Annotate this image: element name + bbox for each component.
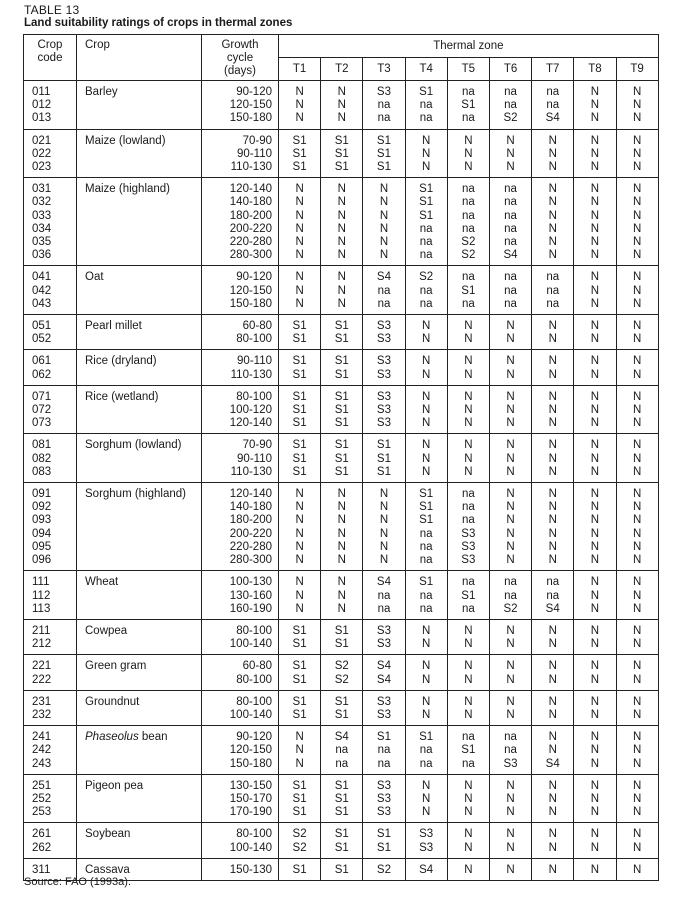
crop-name-cell (77, 483, 202, 571)
rating-cell-t9: N N N N N N (616, 178, 658, 266)
crop-name: Cassava (85, 863, 130, 876)
crop-code-cell: 071 072 073 (24, 385, 77, 434)
rating-cell-t7: N N (532, 315, 574, 350)
crop-name: Green gram (85, 660, 147, 673)
rating-cell-t4: N N N (405, 434, 447, 483)
crop-name: Oat (85, 271, 104, 284)
rating-cell-t2: N N N (321, 81, 363, 130)
rating-cell-t2: S1 S1 S1 (321, 774, 363, 823)
rating-cell-t1: N N N N N N (279, 178, 321, 266)
table-row (24, 129, 659, 178)
rating-cell-t1: S1 S1 (279, 655, 321, 690)
table-row (24, 350, 659, 385)
rating-cell-t8: N N (574, 315, 616, 350)
crop-code-cell: 031 032 033 034 035 036 (24, 178, 77, 266)
rating-cell-t8: N N N (574, 726, 616, 775)
rating-cell-t4: S2 na na (405, 266, 447, 315)
rating-cell-t3: S3 S3 S3 (363, 385, 405, 434)
rating-cell-t2: S1 S1 (321, 823, 363, 858)
header-zone-t1: T1 (279, 58, 321, 81)
table-body (24, 81, 659, 881)
rating-cell-t6: N N N (489, 385, 531, 434)
rating-cell-t4: S1 S1 S1 na na na (405, 483, 447, 571)
growth-cycle-cell: 120-140 140-180 180-200 200-220 220-280 280-300 (202, 178, 279, 266)
table-row (24, 178, 659, 266)
rating-cell-t2: N N N (321, 571, 363, 620)
rating-cell-t2: N N N (321, 266, 363, 315)
rating-cell-t3: S1 S1 (363, 823, 405, 858)
rating-cell-t7: N N N (532, 774, 574, 823)
rating-cell-t3: N N N N N N (363, 483, 405, 571)
rating-cell-t1: S1 (279, 858, 321, 880)
crop-name: Wheat (85, 576, 119, 589)
rating-cell-t3: S2 (363, 858, 405, 880)
table-row (24, 690, 659, 725)
table-row (24, 434, 659, 483)
table-title: Land suitability ratings of crops in thermal zones (24, 17, 293, 29)
crop-name-cell (77, 434, 202, 483)
rating-cell-t4: N N (405, 655, 447, 690)
table-row (24, 619, 659, 654)
growth-cycle-cell: 90-120 120-150 150-180 (202, 81, 279, 130)
header-zone-t8: T8 (574, 58, 616, 81)
crop-name-cell (77, 178, 202, 266)
growth-cycle-cell: 150-130 (202, 858, 279, 880)
rating-cell-t9: N N (616, 619, 658, 654)
crop-name: Sorghum (lowland) (85, 439, 182, 452)
rating-cell-t3: S3 S3 (363, 315, 405, 350)
rating-cell-t9: N (616, 858, 658, 880)
rating-cell-t2: S1 S1 S1 (321, 434, 363, 483)
header-growth-cycle: Growth cycle (days) (202, 35, 279, 81)
rating-cell-t4: S4 (405, 858, 447, 880)
crop-code-cell: 061 062 (24, 350, 77, 385)
rating-cell-t6: N N (489, 690, 531, 725)
rating-cell-t5: N N N (447, 434, 489, 483)
header-zone-t3: T3 (363, 58, 405, 81)
crop-code-cell: 231 232 (24, 690, 77, 725)
table-row (24, 266, 659, 315)
crop-name: Cowpea (85, 624, 128, 637)
rating-cell-t4: S1 na na (405, 571, 447, 620)
rating-cell-t2: N N N N N N (321, 178, 363, 266)
rating-cell-t2: N N N N N N (321, 483, 363, 571)
rating-cell-t9: N N (616, 315, 658, 350)
rating-cell-t5: N N N (447, 774, 489, 823)
rating-cell-t7: N N (532, 690, 574, 725)
growth-cycle-cell: 80-100 100-140 (202, 690, 279, 725)
crop-code-cell: 311 (24, 858, 77, 880)
rating-cell-t1: S1 S1 (279, 350, 321, 385)
rating-cell-t4: S1 S1 S1 na na na (405, 178, 447, 266)
rating-cell-t9: N N N (616, 266, 658, 315)
rating-cell-t3: S3 S3 (363, 350, 405, 385)
header-crop-code: Crop code (24, 35, 77, 81)
table-row (24, 726, 659, 775)
crop-code-cell: 221 222 (24, 655, 77, 690)
crop-code-cell: 111 112 113 (24, 571, 77, 620)
rating-cell-t5: N N (447, 619, 489, 654)
table-row (24, 774, 659, 823)
source-note: Source: FAO (1993a). (24, 876, 131, 888)
crop-code-cell: 091 092 093 094 095 096 (24, 483, 77, 571)
growth-cycle-cell: 90-120 120-150 150-180 (202, 266, 279, 315)
growth-cycle-cell: 80-100 100-140 (202, 619, 279, 654)
crop-name-cell (77, 690, 202, 725)
rating-cell-t1: S1 S1 (279, 690, 321, 725)
crop-code-cell: 021 022 023 (24, 129, 77, 178)
rating-cell-t4: N N (405, 619, 447, 654)
growth-cycle-cell: 70-90 90-110 110-130 (202, 434, 279, 483)
rating-cell-t1: S2 S2 (279, 823, 321, 858)
rating-cell-t5: na S1 na (447, 726, 489, 775)
rating-cell-t7: N N (532, 619, 574, 654)
rating-cell-t3: S4 na na (363, 571, 405, 620)
rating-cell-t1: N N N (279, 266, 321, 315)
table-row (24, 81, 659, 130)
rating-cell-t5: na S1 na (447, 266, 489, 315)
rating-cell-t9: N N (616, 823, 658, 858)
crop-name-cell (77, 571, 202, 620)
rating-cell-t6: N N N (489, 434, 531, 483)
rating-cell-t4: N N N (405, 385, 447, 434)
rating-cell-t6: N (489, 858, 531, 880)
header-zone-t5: T5 (447, 58, 489, 81)
rating-cell-t3: S3 na na (363, 81, 405, 130)
rating-cell-t3: S3 S3 (363, 690, 405, 725)
rating-cell-t1: N N N (279, 81, 321, 130)
header-crop: Crop (77, 35, 202, 81)
header-zone-t2: T2 (321, 58, 363, 81)
rating-cell-t8: N N (574, 619, 616, 654)
crop-code-cell: 261 262 (24, 823, 77, 858)
rating-cell-t1: S1 S1 S1 (279, 385, 321, 434)
crop-code-cell: 081 082 083 (24, 434, 77, 483)
crop-name-cell (77, 774, 202, 823)
rating-cell-t4: N N (405, 350, 447, 385)
rating-cell-t8: N N N (574, 266, 616, 315)
table-row (24, 571, 659, 620)
rating-cell-t6: na na S2 (489, 571, 531, 620)
rating-cell-t8: N N N (574, 774, 616, 823)
header-zone-t7: T7 (532, 58, 574, 81)
rating-cell-t8: N N N (574, 385, 616, 434)
rating-cell-t5: N N N (447, 129, 489, 178)
crop-code-cell: 241 242 243 (24, 726, 77, 775)
crop-code-cell: 051 052 (24, 315, 77, 350)
rating-cell-t1: N N N (279, 726, 321, 775)
rating-cell-t4: S3 S3 (405, 823, 447, 858)
crop-code-cell: 251 252 253 (24, 774, 77, 823)
rating-cell-t5: na na na na S2 S2 (447, 178, 489, 266)
crop-name-cell (77, 315, 202, 350)
growth-cycle-cell: 100-130 130-160 160-190 (202, 571, 279, 620)
rating-cell-t7: N N (532, 823, 574, 858)
rating-cell-t8: N (574, 858, 616, 880)
crop-name: Soybean (85, 828, 131, 841)
growth-cycle-cell: 130-150 150-170 170-190 (202, 774, 279, 823)
rating-cell-t1: S1 S1 S1 (279, 129, 321, 178)
crop-code-cell: 011 012 013 (24, 81, 77, 130)
rating-cell-t6: N N (489, 619, 531, 654)
table-row (24, 655, 659, 690)
crop-name: Maize (lowland) (85, 134, 166, 147)
growth-cycle-cell: 120-140 140-180 180-200 200-220 220-280 280-300 (202, 483, 279, 571)
rating-cell-t9: N N N (616, 774, 658, 823)
rating-cell-t8: N N (574, 350, 616, 385)
rating-cell-t1: S1 S1 S1 (279, 774, 321, 823)
rating-cell-t6: N N N (489, 774, 531, 823)
rating-cell-t4: N N N (405, 774, 447, 823)
table-row (24, 823, 659, 858)
table-row (24, 483, 659, 571)
rating-cell-t3: N N N N N N (363, 178, 405, 266)
rating-cell-t7: na na na (532, 266, 574, 315)
crop-name: Rice (wetland) (85, 390, 159, 403)
rating-cell-t8: N N (574, 690, 616, 725)
rating-cell-t9: N N N (616, 726, 658, 775)
rating-cell-t6: N N (489, 823, 531, 858)
rating-cell-t6: N N (489, 315, 531, 350)
rating-cell-t4: S1 na na (405, 726, 447, 775)
rating-cell-t4: N N N (405, 129, 447, 178)
crop-name-italic: Phaseolus (85, 731, 139, 744)
rating-cell-t3: S4 na na (363, 266, 405, 315)
rating-cell-t7: N (532, 858, 574, 880)
rating-cell-t1: N N N N N N (279, 483, 321, 571)
crop-name-rest: bean (138, 731, 168, 744)
rating-cell-t6: na na na na na S4 (489, 178, 531, 266)
rating-cell-t5: N N (447, 655, 489, 690)
crop-name-cell (77, 129, 202, 178)
crop-name: Pigeon pea (85, 779, 144, 792)
rating-cell-t8: N N N (574, 129, 616, 178)
rating-cell-t8: N N N N N N (574, 483, 616, 571)
rating-cell-t9: N N N (616, 129, 658, 178)
crop-name-cell (77, 385, 202, 434)
rating-cell-t9: N N N (616, 434, 658, 483)
rating-cell-t5: na S1 na (447, 571, 489, 620)
rating-cell-t8: N N N (574, 571, 616, 620)
rating-cell-t7: N N (532, 350, 574, 385)
crop-name-cell (77, 81, 202, 130)
table-header (24, 35, 659, 81)
crop-name-cell (77, 655, 202, 690)
rating-cell-t8: N N N N N N (574, 178, 616, 266)
header-zone-t9: T9 (616, 58, 658, 81)
crop-code-cell: 041 042 043 (24, 266, 77, 315)
rating-cell-t9: N N N (616, 81, 658, 130)
growth-cycle-cell: 80-100 100-140 (202, 823, 279, 858)
rating-cell-t5: N N (447, 823, 489, 858)
crop-name: Sorghum (highland) (85, 488, 187, 501)
rating-cell-t1: S1 S1 S1 (279, 434, 321, 483)
crop-name: Pearl millet (85, 320, 142, 333)
rating-cell-t3: S1 na na (363, 726, 405, 775)
crop-name: Rice (dryland) (85, 355, 157, 368)
crop-name: Barley (85, 86, 118, 98)
table-row (24, 315, 659, 350)
rating-cell-t3: S4 S4 (363, 655, 405, 690)
crop-name-cell (77, 823, 202, 858)
suitability-table (23, 34, 659, 881)
growth-cycle-cell: 90-110 110-130 (202, 350, 279, 385)
rating-cell-t2: S1 S1 (321, 619, 363, 654)
rating-cell-t7: N N N (532, 129, 574, 178)
rating-cell-t8: N N (574, 655, 616, 690)
growth-cycle-cell: 90-120 120-150 150-180 (202, 726, 279, 775)
crop-name-cell (77, 726, 202, 775)
rating-cell-t4: S1 na na (405, 81, 447, 130)
rating-cell-t7: N N S4 (532, 726, 574, 775)
rating-cell-t8: N N (574, 823, 616, 858)
rating-cell-t6: na na S3 (489, 726, 531, 775)
rating-cell-t7: na na S4 (532, 571, 574, 620)
rating-cell-t6: na na na (489, 266, 531, 315)
rating-cell-t4: N N (405, 315, 447, 350)
rating-cell-t2: S1 S1 S1 (321, 385, 363, 434)
crop-code-cell: 211 212 (24, 619, 77, 654)
growth-cycle-cell: 70-90 90-110 110-130 (202, 129, 279, 178)
growth-cycle-cell: 60-80 80-100 (202, 315, 279, 350)
rating-cell-t5: N (447, 858, 489, 880)
header-zone-t4: T4 (405, 58, 447, 81)
crop-name-cell (77, 266, 202, 315)
rating-cell-t5: na S1 na (447, 81, 489, 130)
rating-cell-t9: N N (616, 350, 658, 385)
rating-cell-t4: N N (405, 690, 447, 725)
crop-name-cell (77, 619, 202, 654)
growth-cycle-cell: 60-80 80-100 (202, 655, 279, 690)
growth-cycle-cell: 80-100 100-120 120-140 (202, 385, 279, 434)
table-label: TABLE 13 (24, 3, 80, 17)
rating-cell-t6: N N (489, 655, 531, 690)
rating-cell-t2: S1 (321, 858, 363, 880)
header-zone-t6: T6 (489, 58, 531, 81)
rating-cell-t9: N N N N N N (616, 483, 658, 571)
rating-cell-t5: N N (447, 350, 489, 385)
rating-cell-t6: N N (489, 350, 531, 385)
rating-cell-t5: N N N (447, 385, 489, 434)
rating-cell-t5: na na na S3 S3 S3 (447, 483, 489, 571)
rating-cell-t1: S1 S1 (279, 619, 321, 654)
rating-cell-t7: na na S4 (532, 81, 574, 130)
rating-cell-t2: S2 S2 (321, 655, 363, 690)
rating-cell-t9: N N (616, 690, 658, 725)
rating-cell-t2: S1 S1 (321, 690, 363, 725)
rating-cell-t1: S1 S1 (279, 315, 321, 350)
header-thermal-zone: Thermal zone (279, 35, 659, 58)
rating-cell-t8: N N N (574, 434, 616, 483)
rating-cell-t3: S1 S1 S1 (363, 434, 405, 483)
rating-cell-t2: S4 na na (321, 726, 363, 775)
rating-cell-t5: N N (447, 690, 489, 725)
table-row (24, 385, 659, 434)
crop-name-cell (77, 350, 202, 385)
rating-cell-t3: S3 S3 (363, 619, 405, 654)
rating-cell-t5: N N (447, 315, 489, 350)
rating-cell-t9: N N N (616, 385, 658, 434)
rating-cell-t3: S1 S1 S1 (363, 129, 405, 178)
rating-cell-t2: S1 S1 (321, 315, 363, 350)
rating-cell-t1: N N N (279, 571, 321, 620)
rating-cell-t7: N N N (532, 385, 574, 434)
rating-cell-t2: S1 S1 S1 (321, 129, 363, 178)
crop-name: Maize (highland) (85, 183, 171, 196)
rating-cell-t6: N N N N N N (489, 483, 531, 571)
rating-cell-t8: N N N (574, 81, 616, 130)
rating-cell-t7: N N N (532, 434, 574, 483)
rating-cell-t6: na na S2 (489, 81, 531, 130)
rating-cell-t7: N N (532, 655, 574, 690)
rating-cell-t9: N N (616, 655, 658, 690)
crop-name: Groundnut (85, 695, 140, 708)
rating-cell-t6: N N N (489, 129, 531, 178)
rating-cell-t9: N N N (616, 571, 658, 620)
rating-cell-t2: S1 S1 (321, 350, 363, 385)
rating-cell-t7: N N N N N N (532, 178, 574, 266)
rating-cell-t3: S3 S3 S3 (363, 774, 405, 823)
rating-cell-t7: N N N N N N (532, 483, 574, 571)
